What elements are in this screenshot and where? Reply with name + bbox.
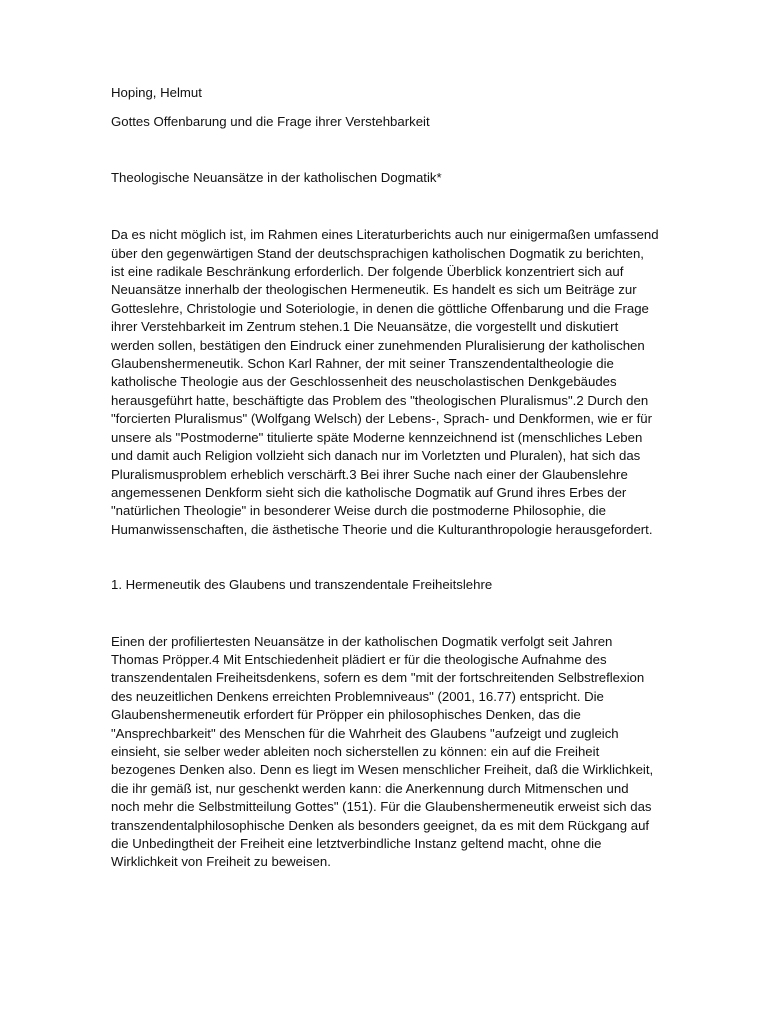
- paragraph-section-1: Einen der profiliertesten Neuansätze in der katholischen Dogmatik verfolgt seit Jahren Thomas Pröpper.4 Mit Entschiedenheit plädiert er für die theologische Aufnahme des transzendentalen Freiheitsdenkens, sofern es dem "mit der fortschreitenden Selbstreflexion des neuzeitlichen Denkens erreichten Problemniveaus" (2001, 16.77) entspricht. Die Glaubenshermeneutik erfordert für Pröpper ein philosophisches Denken, das die "Ansprechbarkeit" des Menschen für die Wahrheit des Glaubens "aufzeigt und zugleich einsieht, sie selber weder ableiten noch sicherstellen zu können: ein auf die Freiheit bezogenes Denken also. Denn es liegt im Wesen menschlicher Freiheit, daß die Wirklichkeit, die ihr gemäß ist, nur geschenkt werden kann: die Anerkennung durch Mitmenschen und noch mehr die Selbstmitteilung Gottes" (151). Für die Glaubenshermeneutik erweist sich das transzendentalphilosophische Denken als besonders geeignet, da es mit dem Rückgang auf die Unbedingtheit der Freiheit eine letztverbindliche Instanz geltend macht, ohne die Wirklichkeit von Freiheit zu beweisen.: [111, 633, 654, 870]
- author-name: Hoping, Helmut: [111, 85, 202, 100]
- document-title: Gottes Offenbarung und die Frage ihrer Verstehbarkeit: [111, 114, 430, 130]
- document-page: [111, 84, 659, 872]
- document-subtitle: Theologische Neuansätze in der katholischen Dogmatik*: [111, 169, 442, 185]
- paragraph-introduction: Da es nicht möglich ist, im Rahmen eines Literaturberichts auch nur einigermaßen umfassend über den gegenwärtigen Stand der deutschsprachigen katholischen Dogmatik zu berichten, ist eine radikale Beschränkung erforderlich. Der folgende Überblick konzentriert sich auf Neuansätze innerhalb der theologischen Hermeneutik. Es handelt es sich um Beiträge zur Gotteslehre, Christologie und Soteriologie, in denen die göttliche Offenbarung und die Frage ihrer Verstehbarkeit im Zentrum stehen.1 Die Neuansätze, die vorgestellt und diskutiert werden sollen, bestätigen den Eindruck einer zunehmenden Pluralisierung der katholischen Glaubenshermeneutik. Schon Karl Rahner, der mit seiner Transzendentaltheologie die katholische Theologie aus der Geschlossenheit des neuscholastischen Denkgebäudes herausgeführt hatte, beschäftigte das Problem des "theologischen Pluralismus".2 Durch den "forcierten Pluralismus" (Wolfgang Welsch) der Lebens-, Sprach- und Denkformen, wie er für unsere als "Postmoderne" titulierte späte Moderne kennzeichnend ist (menschliches Leben und damit auch Religion vollzieht sich danach nur im Vorletzten und Pluralen), hat sich das Pluralismusproblem erheblich verschärft.3 Bei ihrer Suche nach einer der Glaubenslehre angemessenen Denkform sieht sich die katholische Dogmatik auf Grund ihres Erbes der "natürlichen Theologie" in besonderer Weise durch die postmoderne Philosophie, die Humanwissenschaften, die ästhetische Theorie und die Kulturanthropologie herausgefordert.: [111, 227, 659, 537]
- section-heading: 1. Hermeneutik des Glaubens und transzendentale Freiheitslehre: [111, 577, 493, 593]
